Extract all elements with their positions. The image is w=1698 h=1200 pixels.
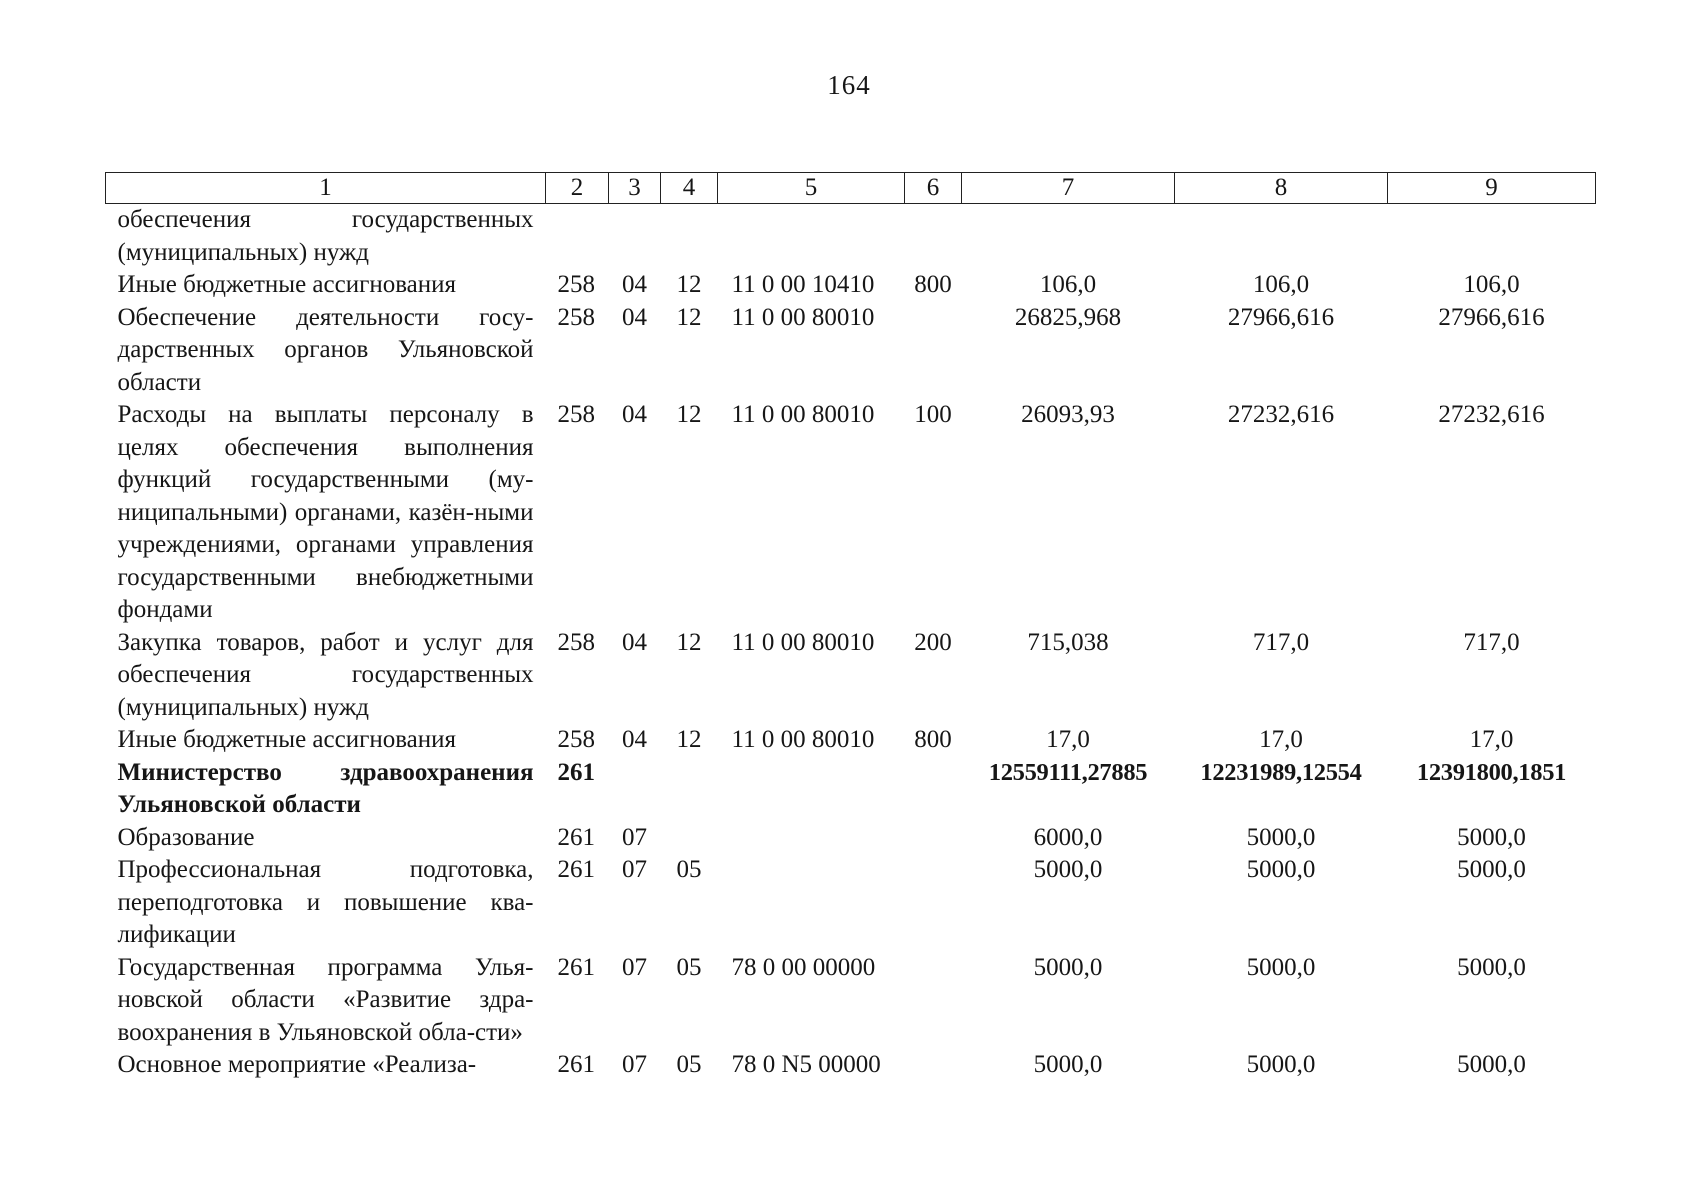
- expense-type-code: [905, 204, 962, 270]
- amount-col7: 6000,0: [1033, 823, 1103, 851]
- amount-col9: 5000,0: [1457, 856, 1526, 883]
- section-code: 07: [622, 953, 647, 981]
- table-row: [106, 724, 1596, 757]
- subsection-code: 12: [676, 401, 702, 428]
- target-article-code: 11 0 00 80010: [731, 628, 875, 656]
- column-number-row: [106, 173, 1596, 204]
- ministry-code: 261: [557, 758, 595, 786]
- expense-type-code: 800: [914, 726, 952, 753]
- amount-col8: 5000,0: [1246, 856, 1316, 883]
- table-body: [106, 204, 1596, 1082]
- expense-type-code: 200: [914, 628, 952, 656]
- table-row: [106, 1049, 1596, 1082]
- amount-col9: [1388, 204, 1596, 270]
- ministry-code: 258: [557, 303, 595, 331]
- column-header: 4: [661, 173, 718, 204]
- subsection-code: 05: [676, 856, 702, 883]
- column-header: 6: [905, 173, 962, 204]
- target-article-code: 11 0 00 80010: [731, 726, 875, 753]
- subsection-code: 12: [676, 726, 702, 753]
- target-article-code: 78 0 00 00000: [731, 953, 876, 981]
- target-article-code: 11 0 00 80010: [731, 303, 875, 331]
- column-header: 7: [962, 173, 1175, 204]
- expense-type-code: [905, 822, 962, 855]
- amount-col9: 17,0: [1469, 726, 1514, 753]
- amount-col8: 106,0: [1252, 271, 1310, 298]
- ministry-code: 258: [557, 401, 595, 428]
- target-article-code: 11 0 00 10410: [731, 271, 875, 298]
- subsection-code: [661, 822, 718, 855]
- amount-col9: 5000,0: [1457, 1051, 1526, 1078]
- item-name: Образование: [117, 823, 255, 851]
- item-name: Закупка товаров, работ и услуг для обеспечения государственных (муниципальных) нужд: [117, 628, 534, 721]
- section-code: [609, 204, 661, 270]
- amount-col8: 17,0: [1259, 726, 1303, 753]
- item-name: Иные бюджетные ассигнования: [117, 271, 457, 298]
- item-name: Иные бюджетные ассигнования: [117, 726, 457, 753]
- item-name: обеспечения государственных (муниципальных) нужд: [117, 206, 534, 266]
- budget-table: [105, 172, 1596, 1082]
- expense-type-code: [905, 302, 962, 400]
- expense-type-code: 800: [914, 271, 952, 298]
- amount-col9: 12391800,1851: [1416, 758, 1567, 786]
- section-code: 04: [622, 726, 647, 753]
- subsection-code: 12: [676, 628, 702, 656]
- amount-col9: 5000,0: [1457, 823, 1526, 851]
- ministry-code: 261: [557, 823, 595, 851]
- amount-col7: [962, 204, 1175, 270]
- expense-type-code: [905, 1049, 962, 1082]
- target-article-code: 11 0 00 80010: [731, 401, 875, 428]
- table-row: [106, 269, 1596, 302]
- column-header: 8: [1175, 173, 1388, 204]
- amount-col7: 5000,0: [1033, 953, 1103, 981]
- amount-col7: 5000,0: [1033, 1051, 1103, 1078]
- amount-col9: 106,0: [1463, 271, 1520, 298]
- section-code: [609, 757, 661, 822]
- expense-type-code: 100: [914, 401, 952, 428]
- item-name: Основное мероприятие «Реализа-: [117, 1051, 477, 1078]
- target-article-code: [718, 757, 905, 822]
- table-row: [106, 399, 1596, 627]
- subsection-code: [661, 204, 718, 270]
- subsection-code: 12: [676, 303, 702, 331]
- table-header: [106, 173, 1596, 204]
- table-row-ministry-total: [106, 757, 1596, 822]
- expense-type-code: [905, 757, 962, 822]
- amount-col8: 5000,0: [1246, 823, 1316, 851]
- table-row: [106, 302, 1596, 400]
- item-name: Расходы на выплаты персоналу в целях обеспечения выполнения функций государственными (му-ниципальными) органами, казён-ными учреждениями, органами управления государственными внебюджетными фондами: [117, 401, 534, 623]
- ministry-code: 258: [557, 628, 595, 656]
- section-code: 04: [622, 401, 647, 428]
- target-article-code: [718, 822, 905, 855]
- table-row: [106, 204, 1596, 270]
- target-article-code: [718, 854, 905, 952]
- target-article-code: 78 0 N5 00000: [731, 1051, 881, 1078]
- amount-col9: 27966,616: [1438, 303, 1545, 331]
- amount-col7: 715,038: [1027, 628, 1109, 656]
- section-code: 07: [622, 823, 647, 851]
- amount-col7: 17,0: [1046, 726, 1090, 753]
- table-row: [106, 952, 1596, 1050]
- column-header: 5: [718, 173, 905, 204]
- amount-col7: 106,0: [1039, 271, 1097, 298]
- section-code: 04: [622, 628, 647, 656]
- amount-col7: 12559111,27885: [988, 758, 1148, 786]
- ministry-code: 261: [557, 1051, 595, 1078]
- table-row: [106, 822, 1596, 855]
- amount-col8: 5000,0: [1246, 953, 1316, 981]
- amount-col9: 5000,0: [1457, 953, 1526, 981]
- item-name: Государственная программа Улья-новской области «Развитие здра-воохранения в Ульяновской обла-сти»: [117, 953, 534, 1046]
- subsection-code: [661, 757, 718, 822]
- amount-col8: 27232,616: [1227, 401, 1335, 428]
- subsection-code: 05: [676, 1051, 702, 1078]
- target-article-code: [718, 204, 905, 270]
- expense-type-code: [905, 854, 962, 952]
- item-name: Обеспечение деятельности госу-дарственных органов Ульяновской области: [117, 303, 534, 396]
- amount-col7: 5000,0: [1033, 856, 1103, 883]
- item-name: Министерство здравоохранения Ульяновской области: [117, 758, 534, 818]
- section-code: 04: [622, 303, 647, 331]
- item-name: Профессиональная подготовка, переподготовка и повышение ква-лификации: [117, 856, 534, 948]
- amount-col8: [1175, 204, 1388, 270]
- amount-col8: 27966,616: [1227, 303, 1335, 331]
- subsection-code: 12: [676, 271, 702, 298]
- table-row: [106, 627, 1596, 725]
- amount-col7: 26825,968: [1014, 303, 1122, 331]
- amount-col8: 5000,0: [1246, 1051, 1316, 1078]
- column-header: 3: [609, 173, 661, 204]
- ministry-code: [546, 204, 609, 270]
- subsection-code: 05: [676, 953, 702, 981]
- section-code: 07: [622, 856, 647, 883]
- amount-col8: 12231989,12554: [1200, 758, 1362, 786]
- amount-col7: 26093,93: [1021, 401, 1115, 428]
- page-number: 164: [827, 70, 871, 100]
- amount-col9: 27232,616: [1438, 401, 1545, 428]
- ministry-code: 261: [557, 953, 595, 981]
- section-code: 04: [622, 271, 647, 298]
- column-header: 1: [106, 173, 546, 204]
- table-row: [106, 854, 1596, 952]
- ministry-code: 261: [557, 856, 595, 883]
- ministry-code: 258: [557, 726, 595, 753]
- expense-type-code: [905, 952, 962, 1050]
- column-header: 9: [1388, 173, 1596, 204]
- section-code: 07: [622, 1051, 647, 1078]
- column-header: 2: [546, 173, 609, 204]
- ministry-code: 258: [557, 271, 595, 298]
- amount-col9: 717,0: [1463, 628, 1520, 656]
- amount-col8: 717,0: [1252, 628, 1310, 656]
- budget-table-container: [105, 172, 1595, 1082]
